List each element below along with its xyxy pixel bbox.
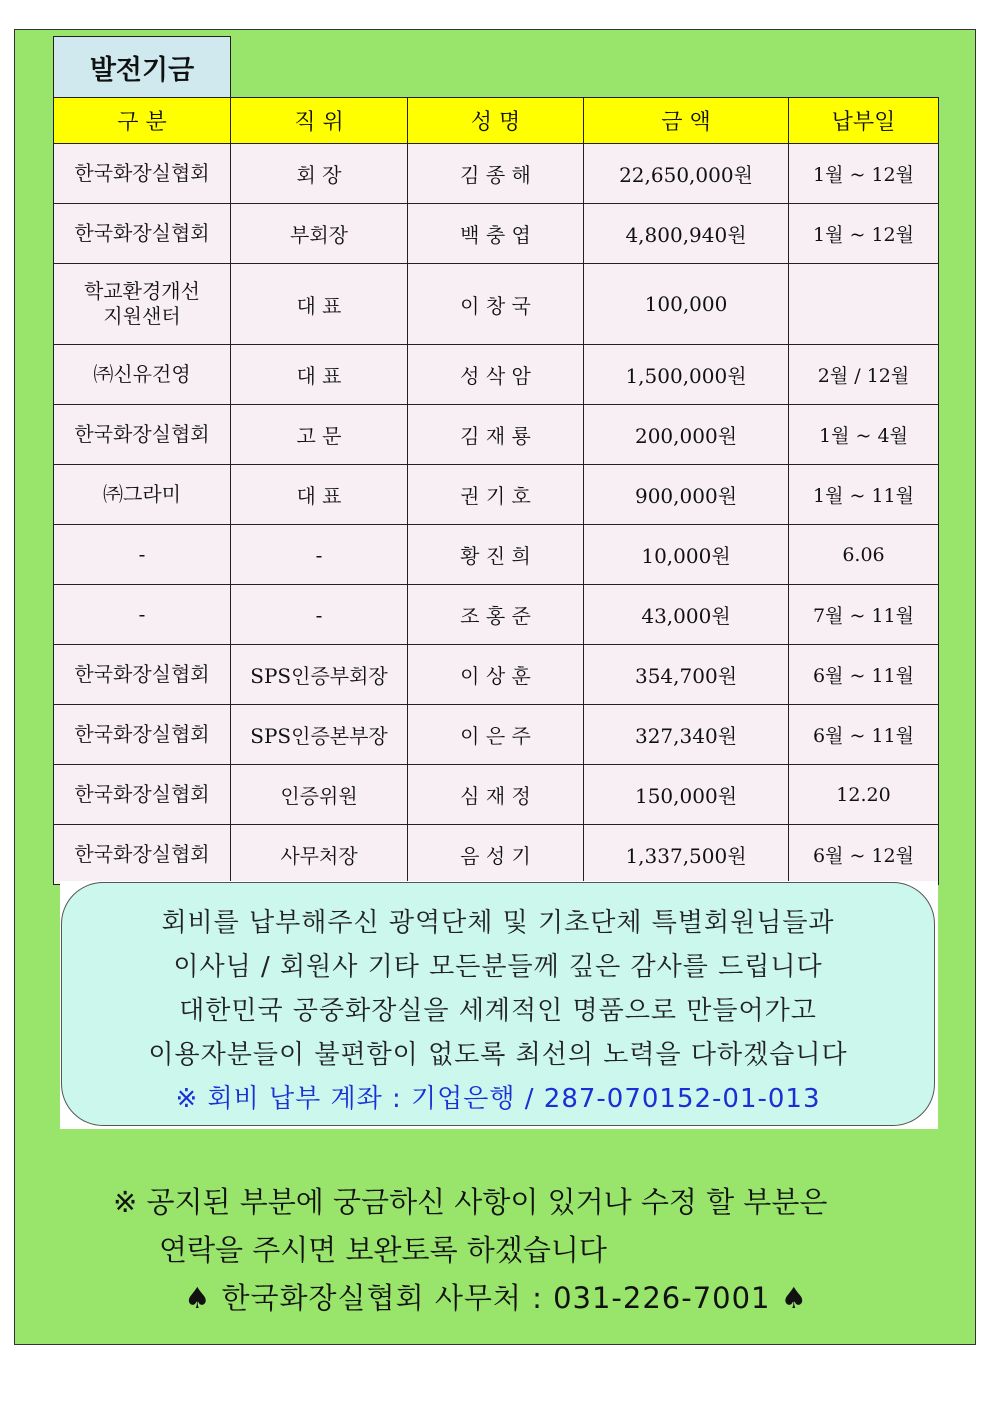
table-row [54, 825, 939, 885]
cell-amount: 4,800,940원 [584, 204, 789, 264]
cell-amount: 22,650,000원 [584, 144, 789, 204]
cell-position: SPS인증부회장 [231, 645, 408, 705]
cell-name: 이 창 국 [408, 264, 584, 345]
cell-category: 한국화장실협회 [54, 144, 231, 204]
table-row [54, 345, 939, 405]
cell-position: SPS인증본부장 [231, 705, 408, 765]
cell-name: 심 재 정 [408, 765, 584, 825]
cell-name: 권 기 호 [408, 465, 584, 525]
notice-line: 이사님 / 회원사 기타 모든분들께 깊은 감사를 드립니다 [173, 952, 823, 982]
cell-name: 음 성 기 [408, 825, 584, 885]
cell-position: 대 표 [231, 264, 408, 345]
cell-category: ㈜신유건영 [54, 345, 231, 405]
cell-category: 한국화장실협회 [54, 825, 231, 885]
cell-payment-date: 1월 ~ 4월 [789, 405, 939, 465]
table-row [54, 705, 939, 765]
footer-contact-line: 연락을 주시면 보완토록 하겠습니다 [159, 1233, 607, 1267]
cell-amount: 43,000원 [584, 585, 789, 645]
notice-line: 대한민국 공중화장실을 세계적인 명품으로 만들어가고 [179, 996, 817, 1026]
cell-amount: 200,000원 [584, 405, 789, 465]
cell-amount: 150,000원 [584, 765, 789, 825]
table-header-row [54, 98, 939, 144]
cell-name: 조 홍 준 [408, 585, 584, 645]
thank-you-notice [61, 882, 935, 1126]
table-row [54, 144, 939, 204]
page-frame [14, 29, 976, 1345]
cell-category: 한국화장실협회 [54, 204, 231, 264]
bank-account-info: ※ 회비 납부 계좌 : 기업은행 / 287-070152-01-013 [175, 1084, 821, 1114]
table-row [54, 765, 939, 825]
cell-payment-date: 1월 ~ 12월 [789, 144, 939, 204]
cell-payment-date: 6월 ~ 12월 [789, 825, 939, 885]
notice-line: 회비를 납부해주신 광역단체 및 기초단체 특별회원님들과 [161, 908, 835, 938]
cell-position: 인증위원 [231, 765, 408, 825]
cell-category: 학교환경개선 지원샌터 [54, 264, 231, 345]
cell-payment-date: 6월 ~ 11월 [789, 645, 939, 705]
cell-name: 김 재 룡 [408, 405, 584, 465]
cell-position: - [231, 525, 408, 585]
cell-position: 고 문 [231, 405, 408, 465]
cell-amount: 327,340원 [584, 705, 789, 765]
cell-payment-date: 2월 / 12월 [789, 345, 939, 405]
cell-name: 이 상 훈 [408, 645, 584, 705]
header-position: 직 위 [231, 98, 408, 144]
cell-position: - [231, 585, 408, 645]
cell-payment-date [789, 264, 939, 345]
cell-payment-date: 12.20 [789, 765, 939, 825]
donation-table [53, 97, 939, 885]
cell-position: 대 표 [231, 345, 408, 405]
table-row [54, 405, 939, 465]
cell-category: 한국화장실협회 [54, 765, 231, 825]
header-name: 성 명 [408, 98, 584, 144]
cell-category: - [54, 525, 231, 585]
cell-category: ㈜그라미 [54, 465, 231, 525]
notice-line: 이용자분들이 불편함이 없도록 최선의 노력을 다하겠습니다 [148, 1040, 848, 1070]
header-amount: 금 액 [584, 98, 789, 144]
cell-category: 한국화장실협회 [54, 405, 231, 465]
cell-amount: 1,337,500원 [584, 825, 789, 885]
header-payment-date: 납부일 [789, 98, 939, 144]
cell-position: 대 표 [231, 465, 408, 525]
table-row [54, 525, 939, 585]
cell-name: 이 은 주 [408, 705, 584, 765]
table-row [54, 585, 939, 645]
cell-amount: 900,000원 [584, 465, 789, 525]
table-row [54, 264, 939, 345]
cell-category: 한국화장실협회 [54, 645, 231, 705]
notice-panel [60, 881, 938, 1129]
cell-position: 부회장 [231, 204, 408, 264]
contact-footer [15, 1178, 977, 1322]
cell-name: 황 진 희 [408, 525, 584, 585]
cell-position: 사무처장 [231, 825, 408, 885]
cell-name: 백 충 엽 [408, 204, 584, 264]
table-row [54, 645, 939, 705]
cell-category: 한국화장실협회 [54, 705, 231, 765]
cell-name: 김 종 해 [408, 144, 584, 204]
cell-payment-date: 1월 ~ 12월 [789, 204, 939, 264]
footer-office-phone: ♠ 한국화장실협회 사무처 : 031-226-7001 ♠ [184, 1281, 808, 1315]
cell-amount: 100,000 [584, 264, 789, 345]
table-row [54, 204, 939, 264]
cell-amount: 354,700원 [584, 645, 789, 705]
cell-category: - [54, 585, 231, 645]
section-title: 발전기금 [53, 36, 231, 97]
cell-payment-date: 1월 ~ 11월 [789, 465, 939, 525]
cell-payment-date: 6.06 [789, 525, 939, 585]
footer-inquiry-line: ※ 공지된 부분에 궁금하신 사항이 있거나 수정 할 부분은 [113, 1185, 828, 1219]
cell-amount: 1,500,000원 [584, 345, 789, 405]
cell-position: 회 장 [231, 144, 408, 204]
cell-name: 성 삭 암 [408, 345, 584, 405]
cell-amount: 10,000원 [584, 525, 789, 585]
cell-payment-date: 7월 ~ 11월 [789, 585, 939, 645]
table-row [54, 465, 939, 525]
cell-payment-date: 6월 ~ 11월 [789, 705, 939, 765]
header-category: 구 분 [54, 98, 231, 144]
